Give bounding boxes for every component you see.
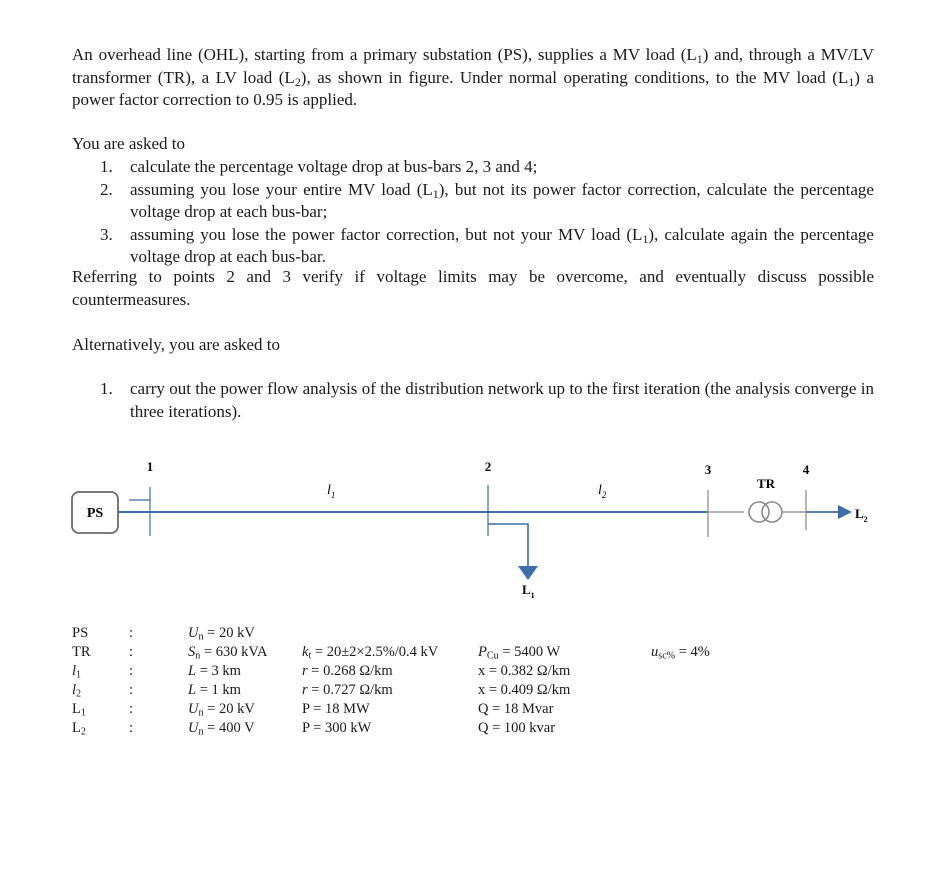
- label-l2: $l_2$: [72, 682, 82, 700]
- bus-4-label: 4: [802, 462, 810, 477]
- load-1-arrow: [518, 566, 538, 580]
- tr-short-circuit-voltage: $u_{sc\%} = 4\%$: [651, 644, 710, 662]
- list-item: 1. carry out the power flow analysis of the distribution network up to the first iteration (the analysis converge in three iterations).: [100, 379, 874, 421]
- load-1-feeder: [488, 524, 528, 568]
- line-2-label: $l_2$: [598, 483, 607, 500]
- ps-label: PS: [86, 506, 104, 521]
- asked-heading: You are asked to: [72, 134, 186, 153]
- load-2-label: $L_2$: [855, 506, 868, 524]
- referring-paragraph: Referring to points 2 and 3 verify if voltage limits may be overcome, and eventually discuss possible countermeasures.: [72, 267, 874, 309]
- alternatively-heading: Alternatively, you are asked to: [72, 335, 281, 354]
- tr-rated-power: $S_n = 630$ kVA: [188, 644, 268, 662]
- data-column-3: [478, 643, 570, 738]
- tr-copper-loss: $P_{Cu} = 5400$ W: [478, 644, 561, 662]
- load-2-arrow: [838, 505, 852, 519]
- line2-resistance: r = 0.727 Ω/km: [302, 682, 393, 698]
- tr-ratio: $k_t = 20\pm 2\times 2.5\%/0.4$ kV: [302, 644, 439, 662]
- transformer-winding-secondary: [762, 502, 782, 522]
- data-column-4: [651, 643, 710, 662]
- load2-reactive-power: Q = 100 kvar: [478, 720, 556, 736]
- load2-voltage: $U_n = 400$ V: [188, 720, 255, 738]
- line-1-label: $l_1$: [327, 483, 336, 500]
- label-load1: $L_1$: [72, 701, 86, 719]
- line1-resistance: r = 0.268 Ω/km: [302, 663, 393, 679]
- line2-reactance: x = 0.409 Ω/km: [478, 682, 571, 698]
- data-column-2: [302, 643, 438, 738]
- load2-active-power: P = 300 kW: [302, 720, 372, 736]
- label-ps: PS: [72, 625, 89, 641]
- bus-3-label: 3: [704, 462, 712, 477]
- data-column-1: [188, 624, 267, 738]
- load1-active-power: P = 18 MW: [302, 701, 370, 717]
- line1-length: L = 3 km: [188, 663, 241, 679]
- label-tr: TR: [72, 644, 91, 660]
- ps-voltage: $U_n = 20$ kV: [188, 625, 255, 643]
- network-diagram: [0, 450, 948, 620]
- load-1-label: $L_1$: [522, 582, 535, 600]
- bus-2-label: 2: [484, 459, 492, 474]
- data-colons: : : : : : :: [129, 625, 134, 736]
- label-load2: $L_2$: [72, 720, 86, 738]
- asked-list: [100, 156, 874, 269]
- line2-length: L = 1 km: [188, 682, 241, 698]
- data-labels: [72, 624, 91, 738]
- list-item: 3. assuming you lose the power factor correction, but not your MV load $(L_1)$, calculate again the percentage voltage drop at each bus-bar.: [100, 224, 874, 266]
- list-item: 2. assuming you lose your entire MV load $(L_1)$, but not its power factor correction, calculate the percentage voltage drop at each bus-bar;: [100, 179, 874, 221]
- load1-voltage: $U_n = 20$ kV: [188, 701, 255, 719]
- line1-reactance: x = 0.382 Ω/km: [478, 663, 571, 679]
- tr-label: TR: [756, 476, 776, 491]
- intro-paragraph: An overhead line (OHL), starting from a primary substation (PS), supplies a MV load $(L_1)$ and, through a MV/LV transformer (TR), a LV load $(L_2)$, as shown in figure. Under normal operating conditions, to the MV load $(L_1)$ a power factor correction to 0.95 is applied.: [72, 45, 874, 109]
- bus-1-label: 1: [146, 459, 154, 474]
- list-item: 1. calculate the percentage voltage drop at bus-bars 2, 3 and 4;: [100, 157, 538, 176]
- label-l1: $l_1$: [72, 663, 82, 681]
- load1-reactive-power: Q = 18 Mvar: [478, 701, 554, 717]
- alternatively-list: [100, 378, 874, 423]
